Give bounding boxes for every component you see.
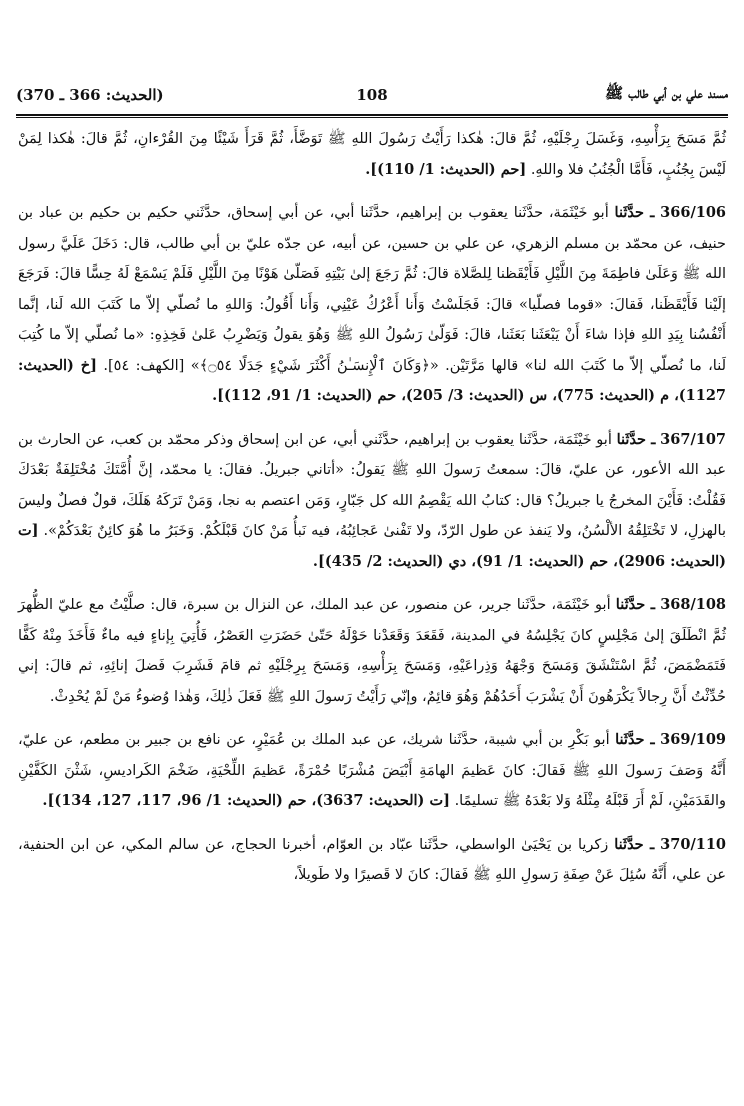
header-rule-thin: [16, 117, 728, 118]
hadith-refs: [خ (الحديث: 1127)، م (الحديث: 775)، س (الحديث: 3/ 205)، حم (الحديث: 1/ 91، 112)].: [18, 356, 726, 404]
page-header: [16, 82, 728, 108]
page-body: [18, 124, 726, 1100]
header-rule: [16, 114, 728, 116]
hadith-range: (الحديث: 366 ـ 370): [16, 86, 164, 104]
hadith-text: أبو خَيْثَمَة، حدَّثَنا يعقوب بن إبراهيم، حدَّثَنا أبي، عن أبي إسحاق، حدَّثَني حكيم بن حكيم بن عباد بن حنيف، عن محمّد بن مسلم الزهري، عن علي بن حسين، عن أبيه، عن جدّه عليّ بن أبي طالب، قال: دَخَلَ عَلَيَّ رسول الله ﷺ وَعَلَىٰ فاطِمَةَ مِنَ اللَّيْلِ فَأَيْقَظنا لِلصَّلاة قالَ: ثُمَّ رَجَعَ إلىٰ بَيْتِهِ فَصَلّىٰ هَوْنًا مِنَ اللَّيْلِ فَلَمْ يَسْمَعْ لَهُ حِسًّا قالَ: فَرَجَعَ إلَيْنا فَأَيْقَظَنا، فَقالَ: «قوما فصلّيا» قالَ: فَجَلَسْتُ وَأَنا أَعْرُكُ عَيْنِي، وَأَنا أَقُولُ: وَاللهِ ما نُصلّي إلاّ ما كَتَبَ الله لَنا، إنَّما أَنْفُسُنا بِيَدِ اللهِ فإذا شاءَ أَنْ يَبْعَثَنا بَعَثَنا، قالَ: فَوَلّىٰ رَسُولُ اللهِ ﷺ وَهُوَ يقولُ وَيَضْرِبُ عَلىٰ فَخِذِهِ: «ما نُصلّي إلاّ ما كُتِبَ لَنا، ما نُصلّي إلاّ ما كَتَبَ الله لنا» قالها مَرَّتَيْن. «﴿وَكَانَ ٱلْإِنسَـٰنُ أَكْثَرَ شَيْءٍ جَدَلًا ۝٥٤﴾» [الكهف: ٥٤].: [18, 205, 727, 374]
hadith-lead: ـ حدَّثَنا: [614, 204, 655, 221]
hadith-number: 370/110: [660, 835, 727, 853]
hadith-lead: ـ حدَّثَنا: [614, 835, 655, 853]
hadith-lead: ـ حدَّثَنا: [615, 731, 655, 748]
paragraph-text: ثُمَّ مَسَحَ بِرَأْسِهِ، وَغَسَلَ رِجْلَيْهِ، ثُمَّ قالَ: هٰكذا رَأَيْتُ رَسُولَ اللهِ ﷺ تَوَضَّأَ، ثُمَّ قَرَأَ شَيْئًا مِنَ القُرْءانِ، ثُمَّ قالَ: هٰكذا لِمَنْ لَيْسَ بِجُنُبٍ، فَأَمَّا الْجُنُبُ فلا واللهِ.: [18, 131, 726, 178]
hadith-370: [18, 830, 726, 891]
hadith-text: أبو خَيْثَمَة، حدَّثَنا جرير، عن منصور، عن عبد الملك، عن النزال بن سبرة، قال: صلَّيْتُ مع عليّ الظُّهرَ ثُمَّ انْطَلَقَ إلىٰ مَجْلِسٍ كانَ يَجْلِسُهُ في المدينة، فَقَعَدَ وَقَعَدْنا حَوْلَهُ حَتّىٰ حَضَرَتِ العَصْرُ، فَأُتِيَ بِإناءٍ فيه ماءٌ فَأَخَذَ مِنْهُ كَفًّا فَتَمَضْمَضَ، ثُمَّ اسْتَنْشَقَ وَمَسَحَ وَجْهَهُ وَذِراعَيْهِ، وَمَسَحَ بِرَأْسِهِ، وَمَسَحَ بِرِجْلَيْهِ ثم قامَ فَشَرِبَ فَضلَ إنائِهِ، ثم قالَ: إني حُدِّثْتُ أَنَّ رِجالاً يَكْرَهُونَ أَنْ يَشْرَبَ أَحَدُهُمْ وَهُوَ قائِمٌ، وإنّي رَأَيْتُ رَسولَ اللهِ ﷺ فَعَلَ ذٰلِكَ، وَهٰذا وُضوءُ مَنْ لَمْ يُحْدِثْ.: [18, 597, 726, 705]
hadith-number: 367/107: [660, 430, 727, 448]
page-number: 108: [356, 86, 388, 104]
hadith-number: 369/109: [660, 731, 727, 748]
hadith-368: [18, 590, 726, 712]
continued-paragraph: [18, 124, 726, 185]
hadith-367: [18, 425, 726, 578]
hadith-text: أبو بَكْرِ بن أبي شيبة، حدَّثَنا شريك، عن عبد الملك بن عُمَيْرٍ، عن نافع بن جبير بن مطعم، عن عليّ، أَنَّهُ وَصَفَ رَسولَ اللهِ ﷺ فَقالَ: كانَ عَظيمَ الهامَةِ أَبْيَضَ مُشْرَبًا حُمْرَةً، عَظيمَ اللِّحْيَةِ، ضَخْمَ الكَراديسِ، شَثْنَ الكَفَّيْنِ والقَدَمَيْنِ، لَمْ أَرَ قَبْلَهُ مِثْلَهُ وَلا بَعْدَهُ ﷺ تسليمًا.: [18, 732, 726, 809]
hadith-refs: [ت (الحديث: 3637)، حم (الحديث: 1/ 96، 117، 127، 134)].: [42, 792, 450, 809]
paragraph-refs: [حم (الحديث: 1/ 110)].: [365, 160, 527, 178]
hadith-text: أبو خَيْثَمَة، حدَّثَنا يعقوب بن إبراهيم، حدَّثَني أبي، عن ابن إسحاق وذكر محمّد بن كعب، عن الحارث بن عبد الله الأعور، عن عليّ، قالَ: سمعتُ رَسولَ اللهِ ﷺ يَقولُ: «أتاني جبريلُ. فقالَ: يا محمّد، إنَّ أُمَّتَكَ مُخْتَلِفَةٌ بَعْدَكَ فَقُلْتُ: فَأَيْنَ المخرجُ يا جبريلُ؟ قال: كتابُ الله يَقْصِمُ الله كل جَبّارٍ، وَمَن اعتصم به نجا، وَمَنْ تَرَكَهُ هَلَكَ، قولٌ فصلٌ وليسَ بالهزلِ، لا تَخْتَلِقُهُ الألْسُنُ، ولا يَنفذ عن طول الرّدّ، ولا تَفْنىٰ عَجائِبُهُ، فيه نَبأُ مَنْ كانَ قَبْلَكُمْ. وَخَبَرُ ما هُوَ كائِنٌ بَعْدَكُمْ».: [18, 431, 727, 539]
hadith-lead: ـ حدَّثَنا: [616, 430, 656, 448]
hadith-text: زكريا بن يَحْيَىٰ الواسطي، حدَّثَنا عبّاد بن العوّام، أخبرنا الحجاج، عن سالم المكي، عن ابن الحنفية، عن علي، أَنَّهُ سُئِلَ عَنْ صِفَةِ رَسولِ اللهِ ﷺ فَقالَ: كانَ لا قَصيرًا ولا طَويلاً،: [18, 836, 726, 883]
hadith-366: [18, 198, 726, 412]
hadith-number: 366/106: [660, 204, 727, 221]
book-title: مسند علي بن أبي طالب ﷺ: [604, 84, 728, 102]
hadith-refs: [ت (الحديث: 2906)، حم (الحديث: 1/ 91)، دي (الحديث: 2/ 435)].: [18, 522, 726, 570]
hadith-number: 368/108: [660, 596, 727, 613]
hadith-lead: ـ حدَّثَنا: [615, 596, 656, 613]
hadith-369: [18, 725, 726, 817]
